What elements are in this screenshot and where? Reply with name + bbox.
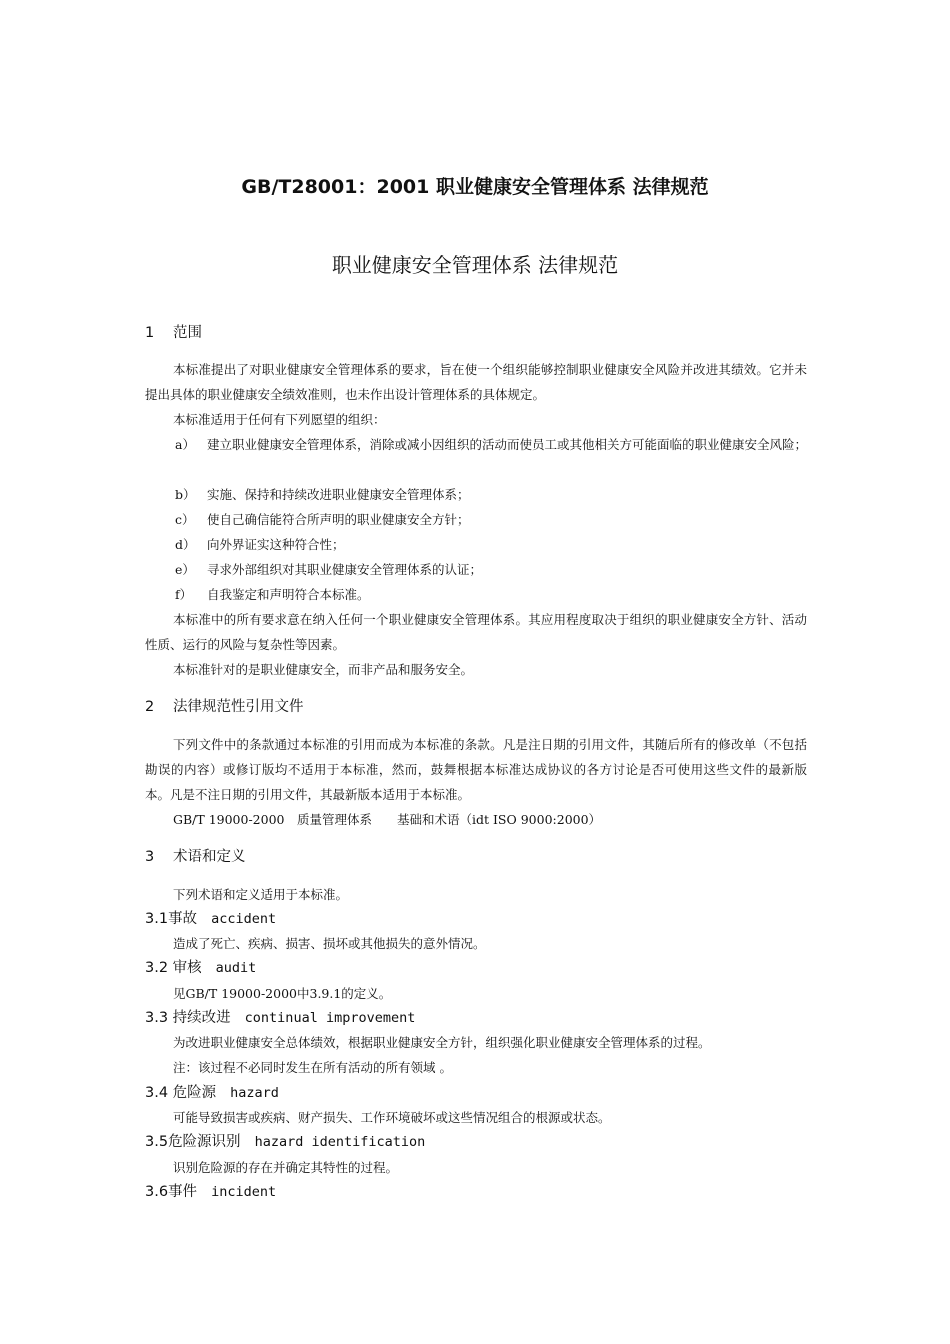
term-number: 3.6 [145, 1184, 169, 1200]
term-zh: 危险源识别 [168, 1134, 241, 1150]
term-en: accident [211, 911, 277, 927]
section-number: 1 [145, 325, 155, 341]
list-item [175, 432, 807, 457]
term-heading [145, 1182, 276, 1202]
term-en: continual improvement [244, 1010, 416, 1026]
list-marker: c） [175, 512, 195, 527]
term-heading [145, 1008, 415, 1028]
document-subtitle: 职业健康安全管理体系 法律规范 [331, 253, 619, 277]
term-number: 3.1 [145, 911, 169, 927]
section-title: 法律规范性引用文件 [173, 699, 304, 715]
list-item-text: 自我鉴定和声明符合本标准。 [207, 587, 370, 602]
list-marker: f） [175, 587, 193, 602]
term-heading [145, 1083, 279, 1103]
list-marker: e） [175, 562, 195, 577]
list-item [175, 557, 807, 582]
list-item-text: 建立职业健康安全管理体系，消除或减小因组织的活动而使员工或其他相关方可能面临的职业健康安全风险； [207, 437, 808, 452]
term-heading [145, 1132, 425, 1152]
term-note: 注：该过程不必同时发生在所有活动的所有领域 。 [173, 1060, 452, 1075]
list-item-text: 寻求外部组织对其职业健康安全管理体系的认证； [207, 562, 483, 577]
list-item-text: 实施、保持和持续改进职业健康安全管理体系； [207, 487, 470, 502]
list-item-text: 向外界证实这种符合性； [207, 537, 345, 552]
list-item [175, 482, 807, 507]
list-marker: b） [175, 487, 196, 502]
term-en: incident [211, 1184, 277, 1200]
document-title: GB/T28001：2001 职业健康安全管理体系 法律规范 [241, 176, 709, 198]
list-marker: d） [175, 537, 196, 552]
term-number: 3.4 [145, 1085, 173, 1101]
term-definition: 见GB/T 19000-2000中3.9.1的定义。 [173, 986, 392, 1001]
list-item-text: 使自己确信能符合所声明的职业健康安全方针； [207, 512, 470, 527]
term-zh: 审核 [172, 960, 202, 976]
section-heading-references [145, 697, 304, 717]
term-zh: 事故 [168, 911, 198, 927]
paragraph: 下列文件中的条款通过本标准的引用而成为本标准的条款。凡是注日期的引用文件，其随后所有的修改单（不包括勘误的内容）或修订版均不适用于本标准，然而，鼓舞根据本标准达成协议的各方讨论是否可使用这些文件的最新版本。凡是不注日期的引用文件，其最新版本适用于本标准。 [145, 737, 807, 802]
section-title: 术语和定义 [173, 849, 246, 865]
term-en: audit [215, 960, 257, 976]
term-number: 3.3 [145, 1010, 173, 1026]
paragraph: 本标准中的所有要求意在纳入任何一个职业健康安全管理体系。其应用程度取决于组织的职业健康安全方针、活动性质、运行的风险与复杂性等因素。 [145, 612, 807, 652]
paragraph: 下列术语和定义适用于本标准。 [173, 887, 349, 902]
term-definition: 可能导致损害或疾病、财产损失、工作环境破坏或这些情况组合的根源或状态。 [173, 1110, 611, 1125]
paragraph: 本标准针对的是职业健康安全，而非产品和服务安全。 [173, 662, 474, 677]
list-marker: a） [175, 437, 195, 452]
term-definition: 造成了死亡、疾病、损害、损坏或其他损失的意外情况。 [173, 936, 486, 951]
term-zh: 事件 [168, 1184, 198, 1200]
list-item [175, 532, 807, 557]
term-zh: 危险源 [172, 1085, 217, 1101]
section-heading-terms [145, 847, 246, 867]
list-item [175, 507, 807, 532]
term-en: hazard [230, 1085, 279, 1101]
paragraph: 本标准提出了对职业健康安全管理体系的要求，旨在使一个组织能够控制职业健康安全风险并改进其绩效。它并未提出具体的职业健康安全绩效准则，也未作出设计管理体系的具体规定。 [145, 362, 807, 402]
term-definition: 为改进职业健康安全总体绩效，根据职业健康安全方针，组织强化职业健康安全管理体系的过程。 [173, 1035, 711, 1050]
term-heading [145, 958, 256, 978]
term-en: hazard identification [254, 1134, 426, 1150]
section-number: 3 [145, 849, 155, 865]
paragraph: 本标准适用于任何有下列愿望的组织： [173, 412, 386, 427]
term-definition: 识别危险源的存在并确定其特性的过程。 [173, 1160, 399, 1175]
term-heading [145, 909, 276, 929]
section-number: 2 [145, 699, 155, 715]
section-title: 范围 [173, 325, 202, 341]
section-heading-scope [145, 323, 202, 343]
list-item [175, 582, 807, 607]
term-number: 3.2 [145, 960, 173, 976]
term-zh: 持续改进 [172, 1010, 231, 1026]
reference-line: GB/T 19000-2000 质量管理体系 基础和术语（idt ISO 9000:2000） [173, 812, 602, 827]
term-number: 3.5 [145, 1134, 169, 1150]
